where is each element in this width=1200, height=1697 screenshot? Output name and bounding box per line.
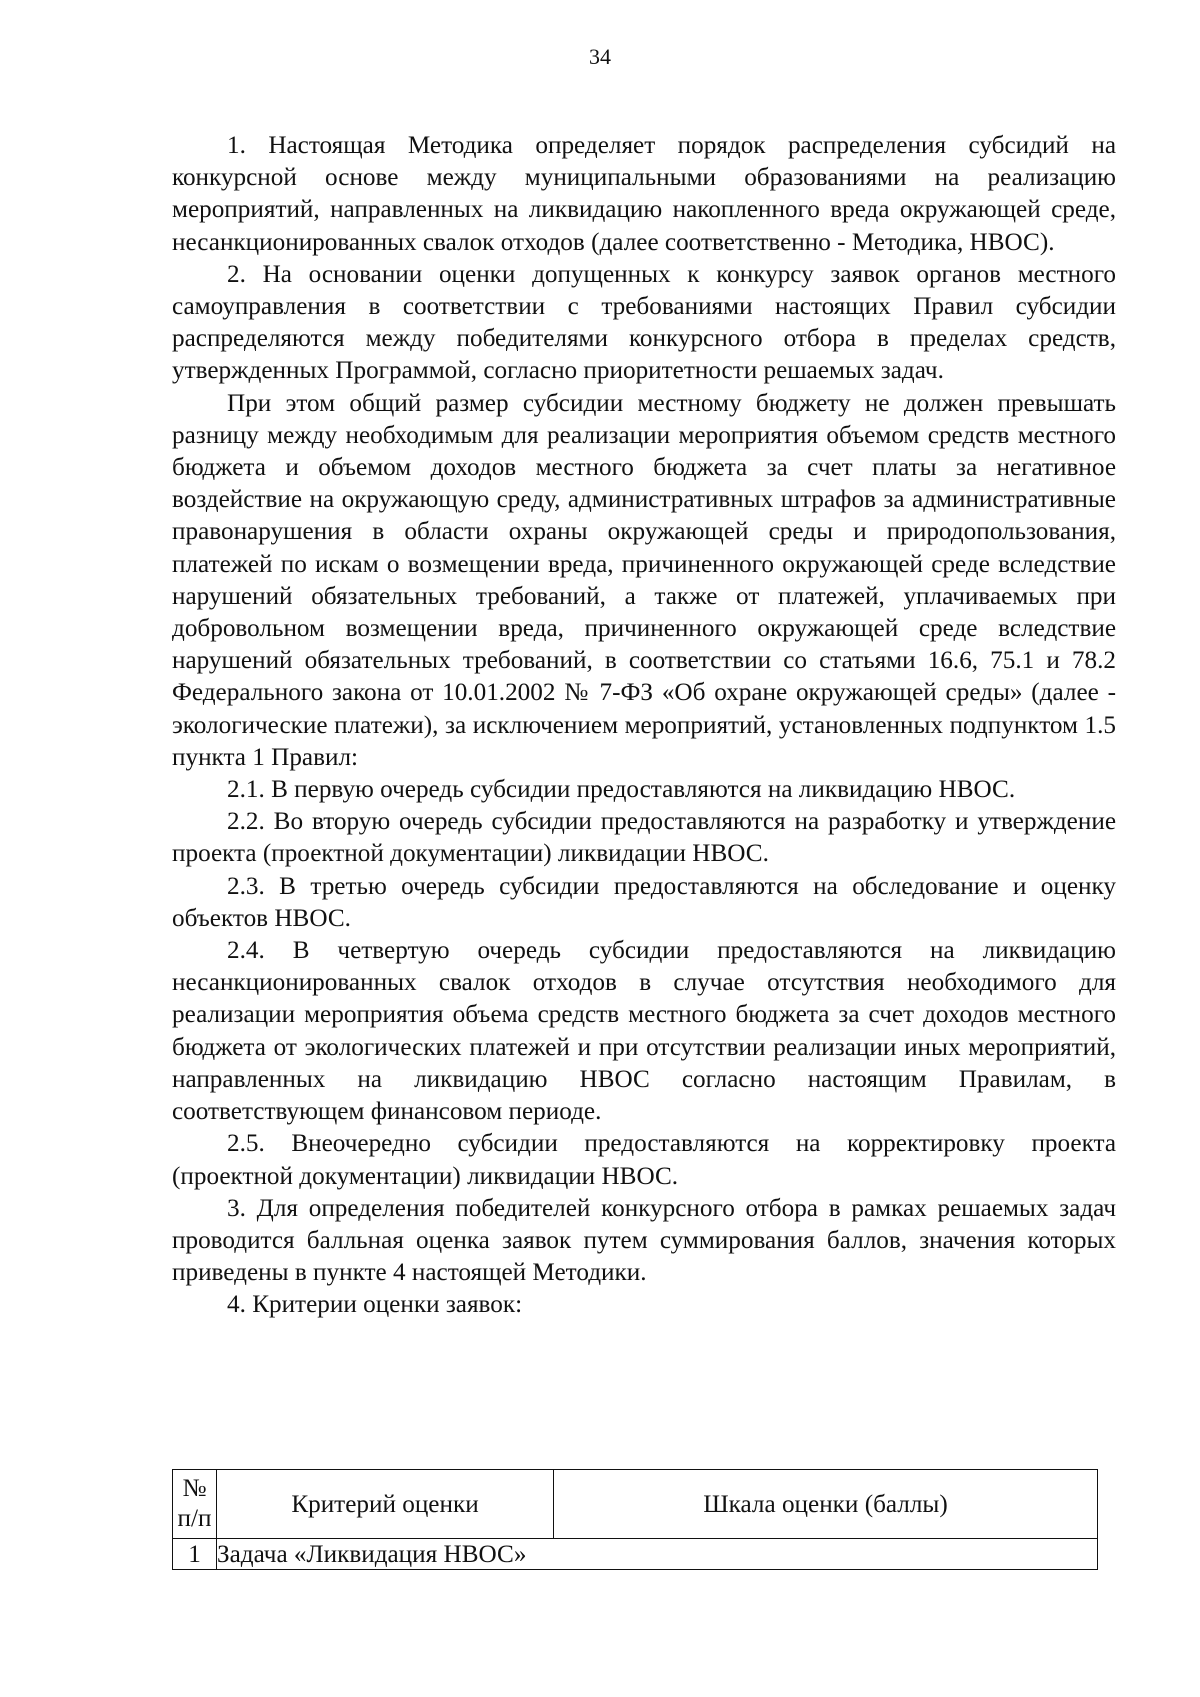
paragraph-2-note: При этом общий размер субсидии местному бюджету не должен превышать разницу между необходимым для реализации мероприятия объемом средств местного бюджета и объемом доходов местного бюджета за счет платы за негативное воздействие на окружающую среду, административных штрафов за административные правонарушения в области охраны окружающей среды и природопользования, платежей по искам о возмещении вреда, причиненного окружающей среде вследствие нарушений обязательных требований, а также от платежей, уплачиваемых при добровольном возмещении вреда, причиненного окружающей среде вследствие нарушений обязательных требований, в соответствии со статьями 16.6, 75.1 и 78.2 Федерального закона от 10.01.2002 № 7-ФЗ «Об охране окружающей среды» (далее - экологические платежи), за исключением мероприятий, установленных подпунктом 1.5 пункта 1 Правил: bbox=[172, 389, 1116, 771]
paragraph-2-2: 2.2. Во вторую очередь субсидии предоставляются на разработку и утверждение проекта (проектной документации) ликвидации НВОС. bbox=[172, 808, 1116, 868]
page-number: 34 bbox=[589, 44, 611, 69]
column-header-criterion: Критерий оценки bbox=[217, 1470, 554, 1539]
paragraph-3: 3. Для определения победителей конкурсного отбора в рамках решаемых задач проводится балльная оценка заявок путем суммирования баллов, значения которых приведены в пункте 4 настоящей Методики. bbox=[172, 1194, 1116, 1287]
paragraph-2-1: 2.1. В первую очередь субсидии предоставляются на ликвидацию НВОС. bbox=[227, 776, 1016, 804]
task-title: Задача «Ликвидация НВОС» bbox=[217, 1539, 1098, 1570]
row-number: 1 bbox=[173, 1539, 217, 1570]
column-header-number-line2: п/п bbox=[177, 1505, 212, 1532]
criteria-table bbox=[172, 1469, 1098, 1570]
paragraph-2-4: 2.4. В четвертую очередь субсидии предоставляются на ликвидацию несанкционированных свалок отходов в случае отсутствия необходимого для реализации мероприятия объема средств местного бюджета за счет доходов местного бюджета от экологических платежей и при отсутствии реализации иных мероприятий, направленных на ликвидацию НВОС согласно настоящим Правилам, в соответствующем финансовом периоде. bbox=[172, 937, 1116, 1126]
paragraph-2-5: 2.5. Внеочередно субсидии предоставляются на корректировку проекта (проектной документации) ликвидации НВОС. bbox=[172, 1130, 1116, 1190]
paragraph-2: 2. На основании оценки допущенных к конкурсу заявок органов местного самоуправления в соответствии с требованиями настоящих Правил субсидии распределяются между победителями конкурсного отбора в пределах средств, утвержденных Программой, согласно приоритетности решаемых задач. bbox=[172, 260, 1116, 385]
column-header-number-line1: № bbox=[182, 1475, 207, 1502]
paragraph-4: 4. Критерии оценки заявок: bbox=[227, 1291, 523, 1319]
document-body bbox=[172, 130, 1116, 1322]
table-row bbox=[173, 1539, 1098, 1570]
paragraph-1: 1. Настоящая Методика определяет порядок распределения субсидий на конкурсной основе между муниципальными образованиями на реализацию мероприятий, направленных на ликвидацию накопленного вреда окружающей среде, несанкционированных свалок отходов (далее соответственно - Методика, НВОС). bbox=[172, 132, 1116, 256]
column-header-scale: Шкала оценки (баллы) bbox=[554, 1470, 1098, 1539]
table-header-row bbox=[173, 1470, 1098, 1539]
paragraph-2-3: 2.3. В третью очередь субсидии предоставляются на обследование и оценку объектов НВОС. bbox=[172, 872, 1116, 932]
column-header-number bbox=[173, 1470, 217, 1539]
